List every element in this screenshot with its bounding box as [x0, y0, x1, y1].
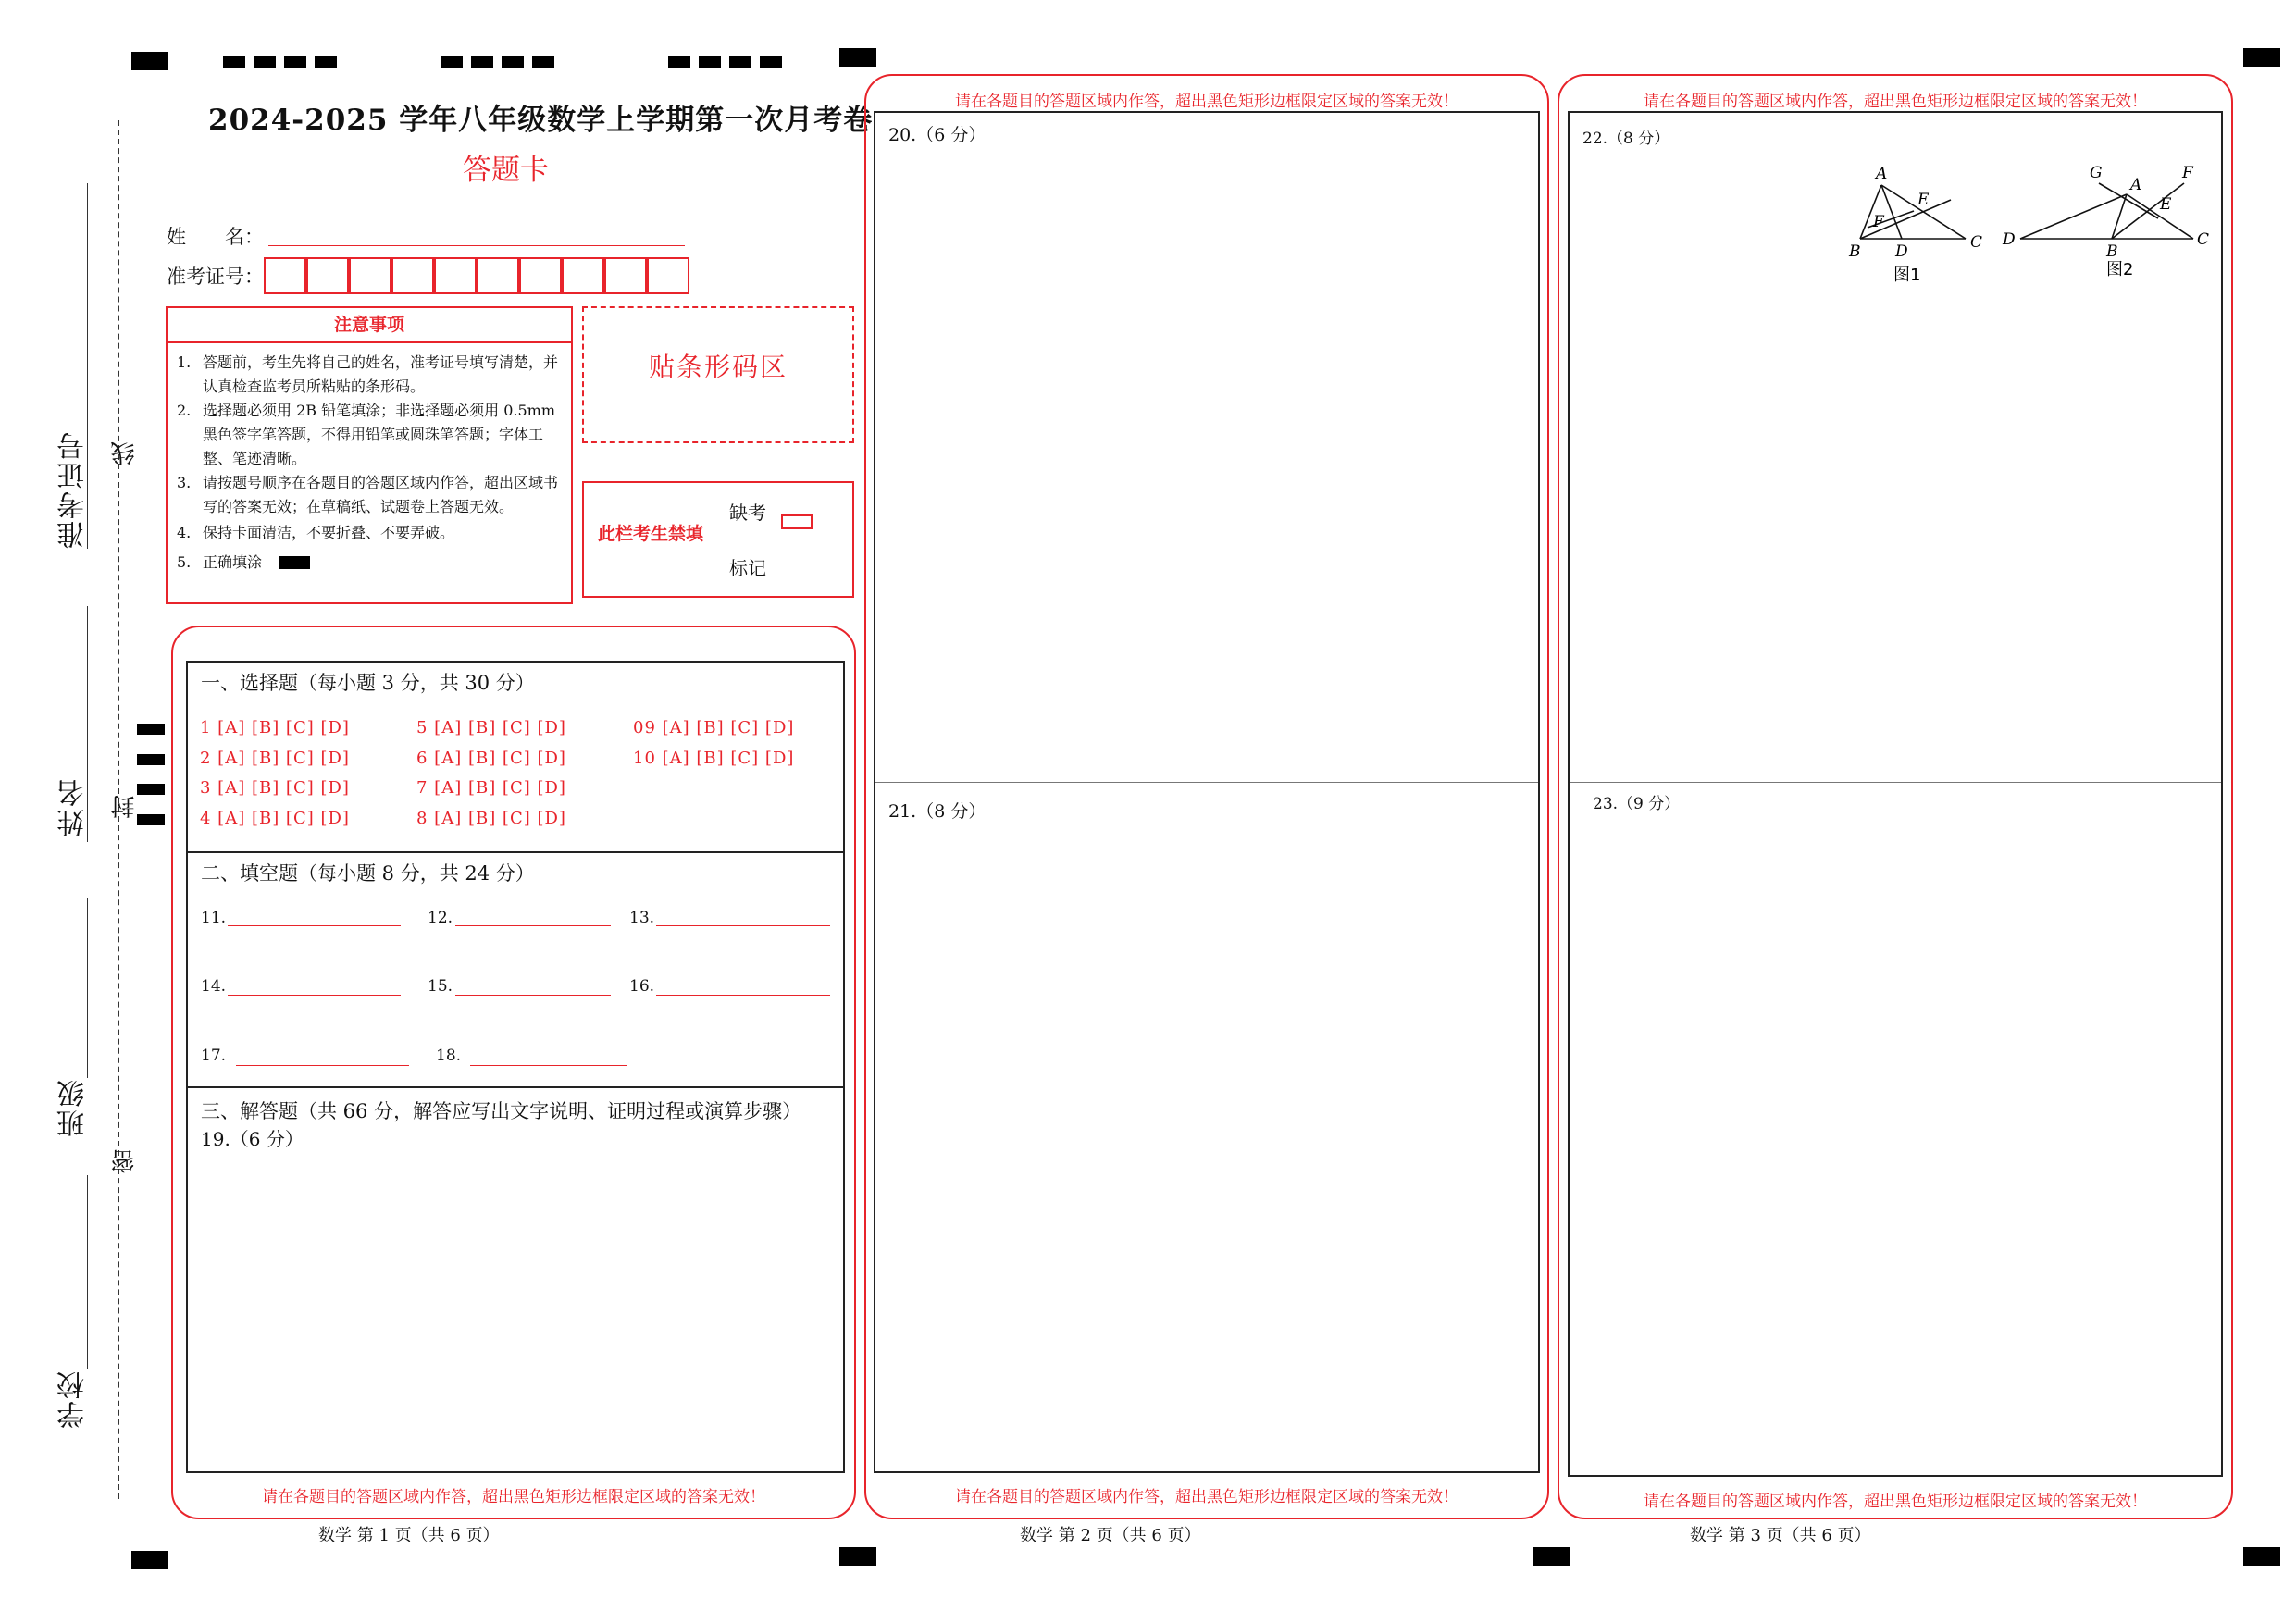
note-item: [177, 399, 564, 471]
note-number: 1.: [177, 353, 192, 371]
note-text: 正确填涂: [203, 553, 263, 571]
exam-id-digit-box[interactable]: [562, 257, 604, 294]
binding-field-line: [87, 898, 88, 1078]
figure-1-segment: [1881, 185, 1902, 239]
question-22-label: 22.（8 分）: [1582, 130, 1670, 148]
registration-mark: [839, 48, 876, 67]
blank-17-label: 17.: [201, 1047, 227, 1065]
blank-12-label: 12.: [428, 909, 453, 927]
exam-id-digit-box[interactable]: [391, 257, 434, 294]
blank-14-field[interactable]: [228, 995, 401, 996]
figure-1-point-label: F: [1873, 213, 1884, 231]
blank-14-label: 14.: [201, 977, 227, 996]
timing-mark: [760, 56, 782, 68]
exam-id-digit-box[interactable]: [519, 257, 562, 294]
exam-id-digit-box[interactable]: [604, 257, 647, 294]
figure-2-segment: [2112, 194, 2127, 239]
note-item: [177, 521, 564, 545]
blank-15-label: 15.: [428, 977, 453, 996]
choice-question-5[interactable]: 5 [A] [B] [C] [D]: [416, 718, 566, 737]
blank-17-field[interactable]: [236, 1065, 409, 1066]
figure-2-point-label: F: [2182, 164, 2193, 182]
page1-footer: 数学 第 1 页（共 6 页）: [318, 1526, 500, 1545]
registration-mark: [2243, 1547, 2280, 1566]
choice-question-1[interactable]: 1 [A] [B] [C] [D]: [200, 718, 350, 737]
choice-question-2[interactable]: 2 [A] [B] [C] [D]: [200, 749, 350, 768]
absent-mark-label: 标记: [729, 557, 766, 579]
section2-title: 二、填空题（每小题 8 分，共 24 分）: [201, 862, 535, 885]
figure-2-segment: [2020, 194, 2127, 239]
registration-mark: [1533, 1547, 1570, 1566]
binding-field-line: [87, 1175, 88, 1369]
figure-2-caption: 图2: [2106, 260, 2134, 279]
figure-2-point-label: G: [2090, 164, 2103, 182]
page2-top-warning: 请在各题目的答题区域内作答，超出黑色矩形边框限定区域的答案无效！: [955, 93, 1458, 111]
notes-heading: 注意事项: [168, 308, 571, 343]
timing-mark: [284, 56, 306, 68]
choice-question-10[interactable]: 10 [A] [B] [C] [D]: [633, 749, 795, 768]
seal-word-secret: 密: [111, 1147, 139, 1173]
question-19-label: 19.（6 分）: [201, 1128, 304, 1150]
note-item: [177, 551, 564, 575]
question-20-answer-area[interactable]: [875, 148, 1538, 777]
exam-id-digit-box[interactable]: [477, 257, 519, 294]
page1-warning: 请在各题目的答题区域内作答，超出黑色矩形边框限定区域的答案无效！: [262, 1488, 765, 1506]
name-field[interactable]: [268, 245, 685, 246]
blank-11-field[interactable]: [228, 925, 401, 926]
filled-bubble-example: [279, 556, 310, 569]
blank-16-label: 16.: [629, 977, 655, 996]
choice-question-8[interactable]: 8 [A] [B] [C] [D]: [416, 809, 566, 828]
question-21-label: 21.（8 分）: [888, 801, 987, 822]
page3-footer: 数学 第 3 页（共 6 页）: [1690, 1526, 1871, 1545]
timing-mark: [668, 56, 690, 68]
absent-box: [582, 481, 854, 598]
page-title: 2024-2025 学年八年级数学上学期第一次月考卷: [208, 104, 874, 137]
exam-id-digit-box[interactable]: [434, 257, 477, 294]
page3-warning: 请在各题目的答题区域内作答，超出黑色矩形边框限定区域的答案无效！: [1644, 1493, 2147, 1511]
figure-1-point-label: B: [1849, 242, 1861, 261]
note-text: 请按题号顺序在各题目的答题区域内作答，超出区域书写的答案无效；在草稿纸、试题卷上答题无效。: [203, 474, 559, 515]
note-text: 选择题必须用 2B 铅笔填涂；非选择题必须用 0.5mm 黑色签字笔答题，不得用铅笔或圆珠笔答题；字体工整、笔迹清晰。: [203, 402, 555, 467]
timing-mark: [137, 754, 165, 765]
figure-2-point-label: A: [2130, 176, 2142, 194]
exam-id-label: 准考证号：: [167, 266, 264, 288]
blank-16-field[interactable]: [656, 995, 830, 996]
page2-divider: [875, 782, 1538, 783]
question-19-answer-area[interactable]: [188, 1152, 843, 1471]
timing-mark: [532, 56, 554, 68]
choice-question-3[interactable]: 3 [A] [B] [C] [D]: [200, 778, 350, 798]
note-text: 保持卡面清洁，不要折叠、不要弄破。: [203, 524, 455, 541]
binding-label-id: 准考证号: [57, 430, 90, 549]
registration-mark: [131, 52, 168, 70]
figure-2-segment: [2099, 183, 2158, 218]
choice-question-7[interactable]: 7 [A] [B] [C] [D]: [416, 778, 566, 798]
section2-box: [186, 851, 845, 1088]
figure-1-point-label: E: [1917, 191, 1930, 209]
blank-18-field[interactable]: [470, 1065, 627, 1066]
figure-2-point-label: B: [2106, 242, 2118, 261]
page2-footer: 数学 第 2 页（共 6 页）: [1020, 1526, 1201, 1545]
exam-id-digit-box[interactable]: [264, 257, 306, 294]
timing-mark: [471, 56, 493, 68]
note-text: 答题前，考生先将自己的姓名，准考证号填写清楚，并认真检查监考员所粘贴的条形码。: [203, 353, 559, 395]
note-number: 3.: [177, 474, 192, 491]
notes-list: [168, 343, 571, 575]
timing-mark: [699, 56, 721, 68]
timing-mark: [729, 56, 751, 68]
binding-label-name: 姓名: [57, 777, 90, 836]
note-number: 4.: [177, 524, 192, 541]
choice-question-4[interactable]: 4 [A] [B] [C] [D]: [200, 809, 350, 828]
note-item: [177, 471, 564, 519]
figure-1-point-label: C: [1970, 233, 1983, 252]
absent-box-title: 此栏考生禁填: [598, 524, 704, 544]
note-number: 2.: [177, 402, 192, 419]
seal-word-line: 线: [111, 440, 139, 465]
timing-mark: [223, 56, 245, 68]
figure-2-point-label: E: [2160, 195, 2172, 214]
figure-2-point-label: D: [2003, 230, 2016, 249]
figure-2-segment: [2112, 183, 2184, 239]
figure-1-point-label: D: [1895, 242, 1908, 261]
choice-question-6[interactable]: 6 [A] [B] [C] [D]: [416, 749, 566, 768]
question-21-answer-area[interactable]: [875, 824, 1538, 1471]
barcode-area: 贴条形码区: [582, 306, 854, 443]
blank-15-field[interactable]: [455, 995, 611, 996]
name-label: 姓 名：: [167, 226, 264, 248]
question-23-label: 23.（9 分）: [1593, 795, 1681, 813]
section3-title: 三、解答题（共 66 分，解答应写出文字说明、证明过程或演算步骤）: [201, 1100, 802, 1122]
blank-11-label: 11.: [201, 909, 227, 927]
section1-title: 一、选择题（每小题 3 分，共 30 分）: [201, 672, 535, 694]
registration-mark: [2243, 48, 2280, 67]
timing-mark: [441, 56, 463, 68]
registration-mark: [839, 1547, 876, 1566]
exam-id-digit-box[interactable]: [647, 257, 689, 294]
page2-warning: 请在各题目的答题区域内作答，超出黑色矩形边框限定区域的答案无效！: [955, 1488, 1458, 1506]
question-20-label: 20.（6 分）: [888, 125, 987, 145]
blank-18-label: 18.: [436, 1047, 462, 1065]
seal-word-seal: 封: [111, 793, 139, 819]
absent-bubble[interactable]: [781, 514, 813, 529]
notes-box: [166, 306, 573, 604]
page3-top-warning: 请在各题目的答题区域内作答，超出黑色矩形边框限定区域的答案无效！: [1644, 93, 2147, 111]
exam-id-digit-box[interactable]: [306, 257, 349, 294]
figure-1-point-label: A: [1876, 165, 1888, 183]
timing-mark: [502, 56, 524, 68]
figure-1-caption: 图1: [1893, 266, 1921, 285]
note-item: [177, 351, 564, 399]
absent-label: 缺考: [729, 502, 766, 524]
binding-label-school: 学校: [57, 1369, 90, 1429]
timing-mark: [137, 724, 165, 735]
choice-question-9[interactable]: 09 [A] [B] [C] [D]: [633, 718, 795, 737]
timing-mark: [254, 56, 276, 68]
question-22-answer-area[interactable]: [1570, 291, 2221, 777]
page3-divider: [1570, 782, 2221, 783]
registration-mark: [131, 1551, 168, 1569]
blank-13-field[interactable]: [656, 925, 830, 926]
figure-1: [1847, 163, 1986, 288]
figure-2-point-label: C: [2197, 230, 2210, 249]
blank-13-label: 13.: [629, 909, 655, 927]
figure-2: [1990, 157, 2216, 287]
binding-label-class: 班级: [57, 1078, 90, 1137]
blank-12-field[interactable]: [455, 925, 611, 926]
question-23-answer-area[interactable]: [1570, 819, 2221, 1475]
answer-sheet-subtitle: 答题卡: [463, 154, 549, 187]
note-number: 5.: [177, 553, 192, 571]
exam-id-digit-box[interactable]: [349, 257, 391, 294]
timing-mark: [315, 56, 337, 68]
